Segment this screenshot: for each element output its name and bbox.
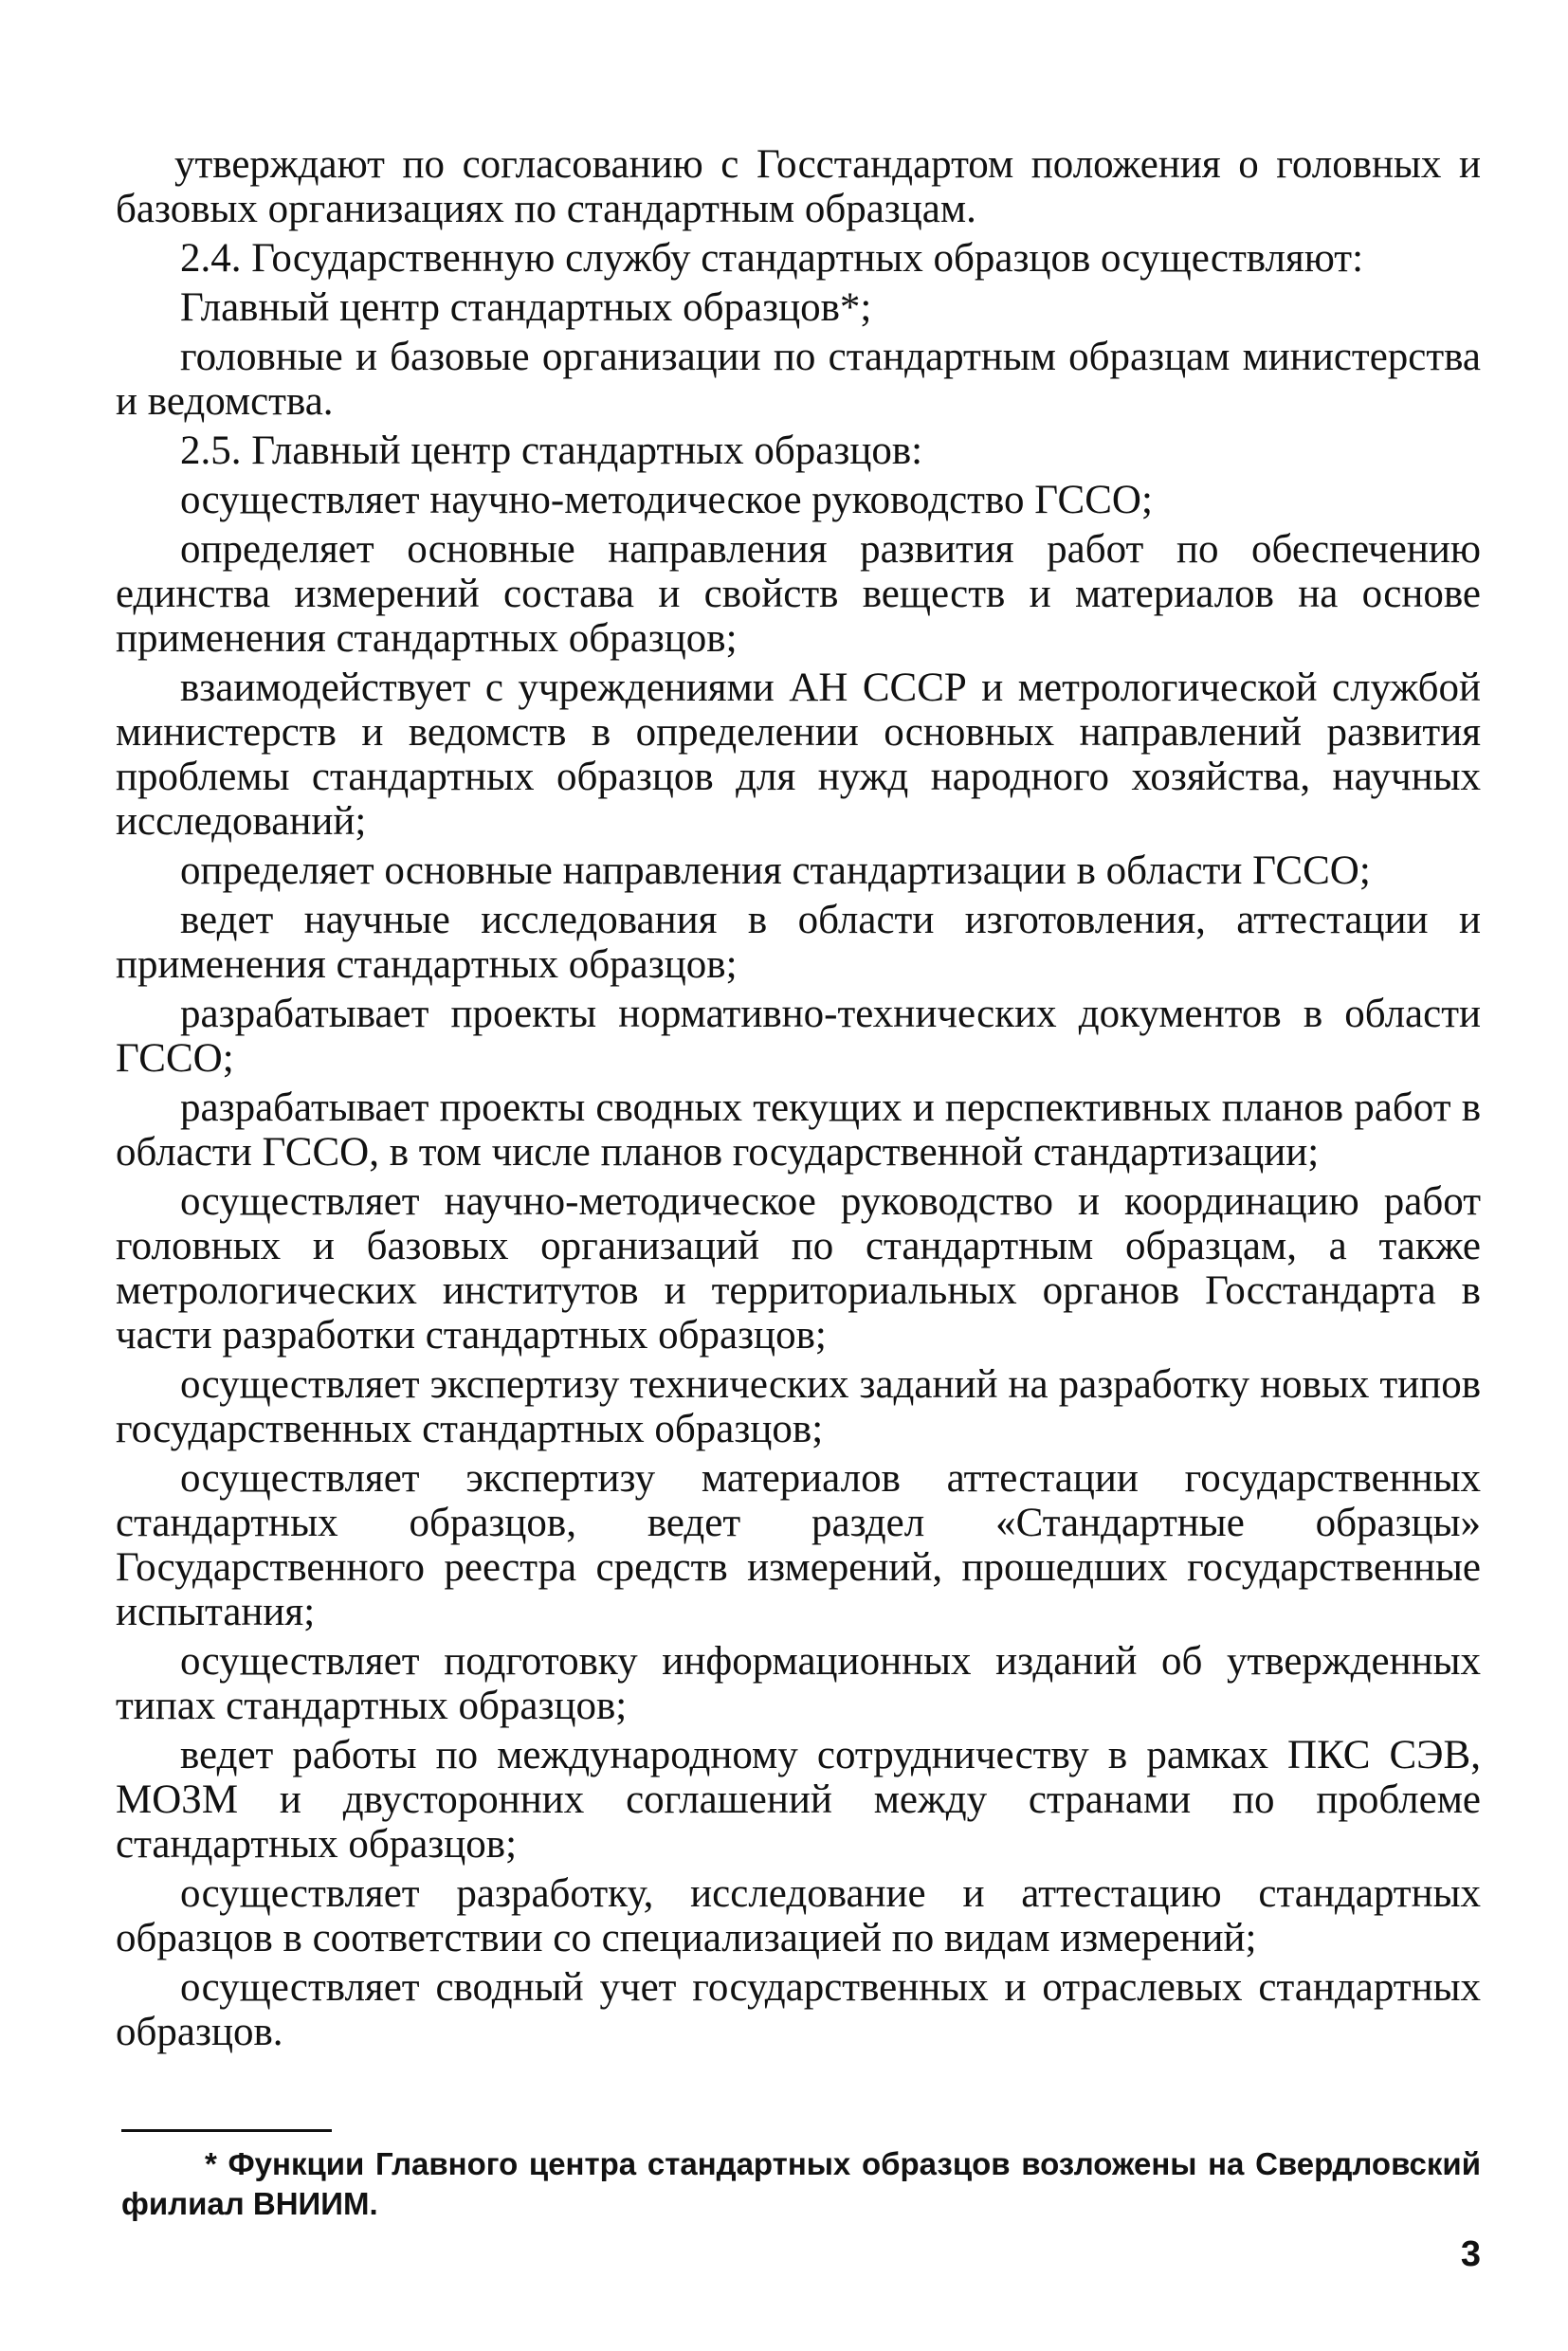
list-item: определяет основные направления стандартизации в области ГССО; (180, 848, 1371, 893)
paragraph: Главный центр стандартных образцов*; (180, 285, 872, 330)
list-item: взаимодействует с учреждениями АН СССР и метрологической службой министерств и ведомств в определении основных направлений развития проблемы стандартных образцов для нужд народного хозяйства, научных исследований; (116, 665, 1481, 844)
list-item: ведет научные исследования в области изготовления, аттестации и применения стандартных образцов; (116, 898, 1481, 987)
list-item: осуществляет сводный учет государственных и отраслевых стандартных образцов. (116, 1965, 1481, 2054)
list-item: определяет основные направления развития работ по обеспечению единства измерений состава и свойств веществ и материалов на основе применения стандартных образцов; (116, 527, 1481, 661)
list-item: осуществляет разработку, исследование и аттестацию стандартных образцов в соответствии со специализацией по видам измерений; (116, 1871, 1481, 1960)
page-body (116, 142, 1481, 2059)
paragraph: утверждают по согласованию с Госстандартом положения о головных и базовых организациях по стандартным образцам. (116, 142, 1481, 231)
list-item: осуществляет научно-методическое руководство ГССО; (180, 478, 1153, 522)
list-item: разрабатывает проекты нормативно-технических документов в области ГССО; (116, 992, 1481, 1081)
footnote-divider (121, 2129, 332, 2132)
list-item: осуществляет экспертизу материалов аттестации государственных стандартных образцов, ведет раздел «Стандартные образцы» Государственного реестра средств измерений, прошедших государственные испытания; (116, 1456, 1481, 1634)
paragraph: головные и базовые организации по стандартным образцам министерства и ведомства. (116, 335, 1481, 424)
section-2-4-paragraph: 2.4. Государственную службу стандартных образцов осуществляют: (180, 236, 1364, 281)
list-item: разрабатывает проекты сводных текущих и перспективных планов работ в области ГССО, в том числе планов государственной стандартизации; (116, 1085, 1481, 1175)
footnote: * Функции Главного центра стандартных образцов возложены на Свердловский филиал ВНИИМ. (121, 2146, 1481, 2221)
list-item: осуществляет подготовку информационных изданий об утвержденных типах стандартных образцов; (116, 1639, 1481, 1728)
list-item: осуществляет экспертизу технических заданий на разработку новых типов государственных стандартных образцов; (116, 1362, 1481, 1451)
page-number: 3 (1460, 2234, 1481, 2274)
section-2-5-paragraph: 2.5. Главный центр стандартных образцов: (180, 428, 923, 473)
list-item: осуществляет научно-методическое руководство и координацию работ головных и базовых организаций по стандартным образцам, а также метрологических институтов и территориальных органов Госстандарта в части разработки стандартных образцов; (116, 1179, 1481, 1358)
list-item: ведет работы по международному сотрудничеству в рамках ПКС СЭВ, МОЗМ и двусторонних соглашений между странами по проблеме стандартных образцов; (116, 1733, 1481, 1867)
